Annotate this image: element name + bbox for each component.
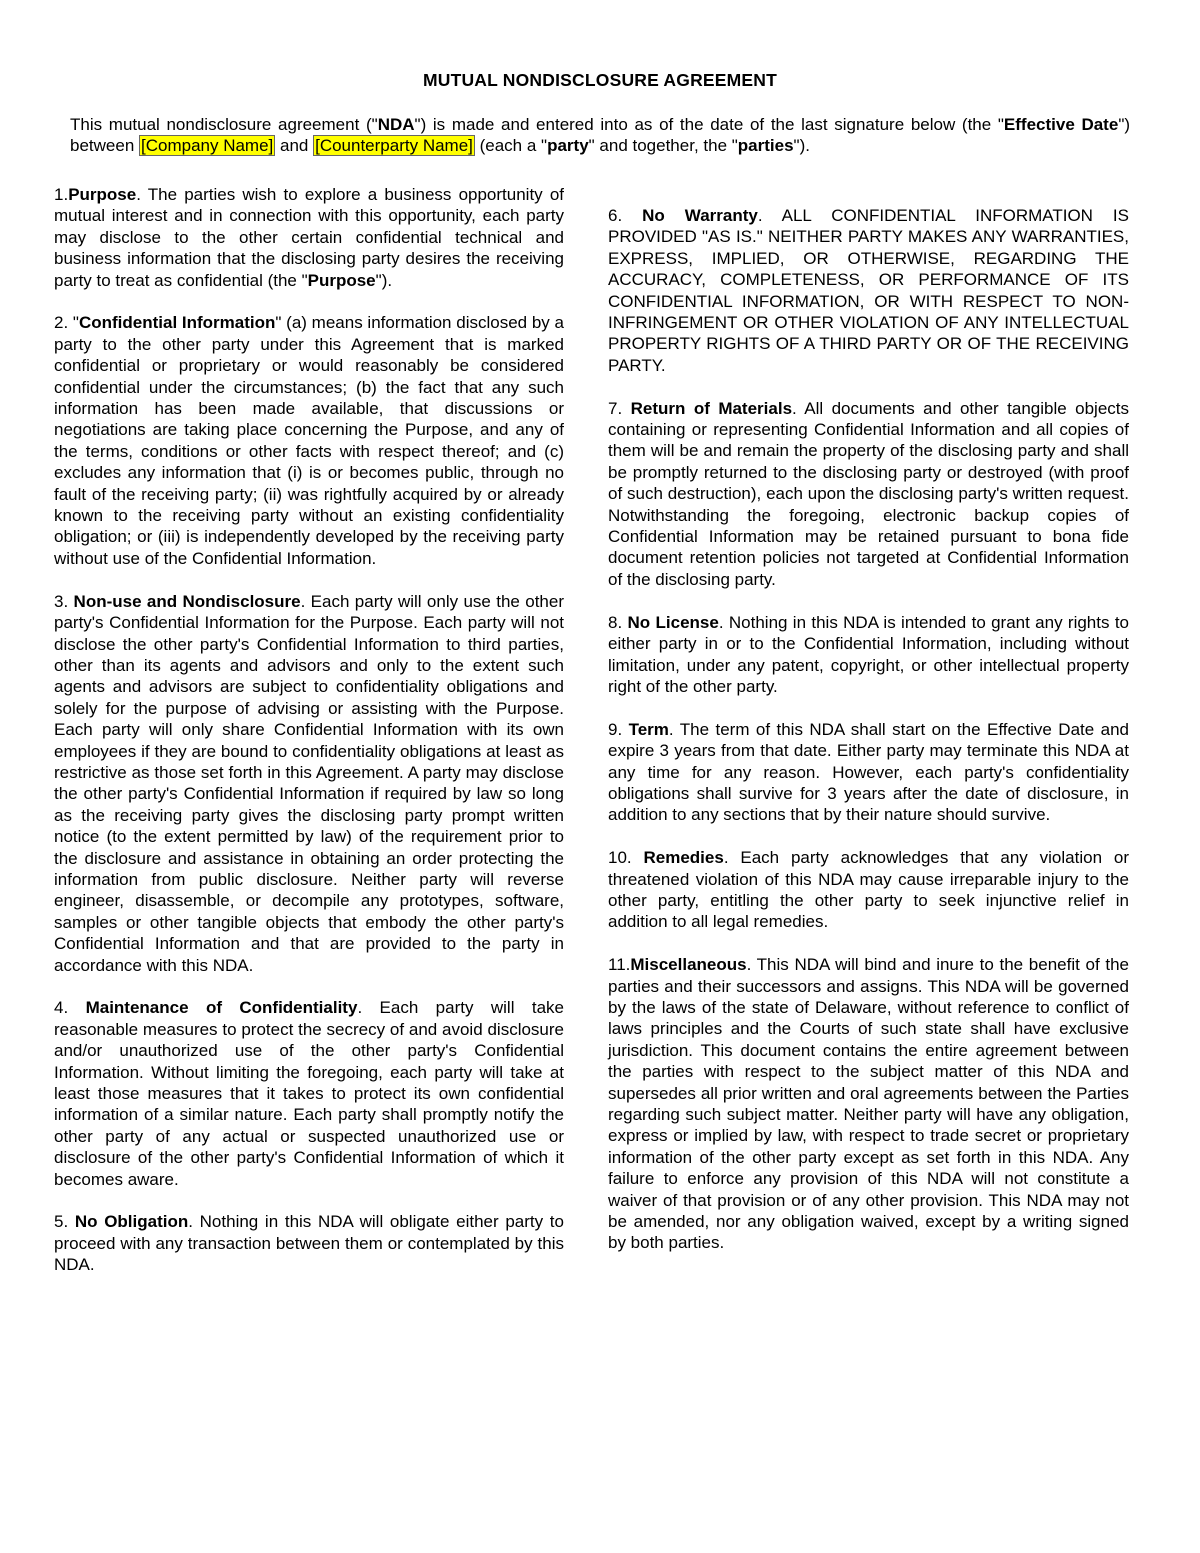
section-heading: Return of Materials [630, 398, 793, 418]
section-heading: No License [627, 612, 719, 632]
section-purpose: 1.Purpose. The parties wish to explore a business opportunity of mutual interest and in connection with this opportunity, each party may disclose to the other certain confidential technical and business information that the disclosing party desires the receiving party to treat as confidential (the "Purpose"). [54, 185, 564, 290]
section-heading: Miscellaneous [630, 955, 747, 975]
counterparty-name-placeholder[interactable]: [Counterparty Name] [315, 136, 473, 156]
section-heading: No Warranty [642, 206, 758, 225]
section-heading: Remedies [643, 848, 724, 868]
section-no-warranty: 6. No Warranty. ALL CONFIDENTIAL INFORMATION IS PROVIDED "AS IS." NEITHER PARTY MAKES ANY WARRANTIES, EXPRESS, IMPLIED, OR OTHERWISE, REGARDING THE ACCURACY, COMPLETENESS, OR PERFORMANCE OF ITS CONFIDENTIAL INFORMATION, OR WITH RESPECT TO NON-INFRINGEMENT OR OTHER VIOLATION OF ANY INTELLECTUAL PROPERTY RIGHTS OF A THIRD PARTY OR OF THE RECEIVING PARTY. [608, 206, 1129, 375]
section-return-of-materials: 7. Return of Materials. All documents and other tangible objects containing or representing Confidential Information and all copies of them will be and remain the property of the disclosing party and shall be promptly returned to the disclosing party or destroyed (with proof of such destruction), each upon the disclosing party's written request. Notwithstanding the foregoing, electronic backup copies of Confidential Information may be retained pursuant to bona fide document retention policies not targeted at Confidential Information of the disclosing party. [608, 398, 1130, 589]
section-heading: No Obligation [74, 1212, 189, 1232]
section-miscellaneous: 11.Miscellaneous. This NDA will bind and inure to the benefit of the parties and their successors and assigns. This NDA will be governed by the laws of the state of Delaware, without reference to conflict of laws principles and the Courts of such state shall have exclusive jurisdiction. This document contains the entire agreement between the parties with respect to the subject matter of this NDA and supersedes all prior written and oral agreements between the Parties regarding such subject matter. Neither party will have any obligation, express or implied by law, with respect to trade secret or proprietary information of the other party except as set forth in this NDA. Any failure to enforce any provision of this NDA will not constitute a waiver of that provision or of any other provision. This NDA may not be amended, nor any obligation waived, except by a writing signed by both parties. [608, 955, 1129, 1253]
section-no-obligation: 5. No Obligation. Nothing in this NDA will obligate either party to proceed with any transaction between them or contemplated by this NDA. [54, 1212, 564, 1275]
section-heading: Non-use and Nondisclosure [73, 591, 301, 611]
document-title: MUTUAL NONDISCLOSURE AGREEMENT [422, 70, 778, 90]
section-heading: Term [628, 719, 669, 739]
section-maintenance: 4. Maintenance of Confidentiality. Each party will take reasonable measures to protect the secrecy of and avoid disclosure and/or unauthorized use of the other party's Confidential Information. Without limiting the foregoing, each party will take at least those measures that it takes to protect its own confidential information of a similar nature. Each party shall promptly notify the other party of any actual or suspected unauthorized use or disclosure of the other party's Confidential Information of which it becomes aware. [54, 998, 564, 1189]
section-remedies: 10. Remedies. Each party acknowledges that any violation or threatened violation of this NDA may cause irreparable injury to the other party, entitling the other party to seek injunctive relief in addition to all legal remedies. [608, 848, 1129, 932]
section-non-use: 3. Non-use and Nondisclosure. Each party will only use the other party's Confidential Information for the Purpose. Each party will not disclose the other party's Confidential Information to third parties, other than its agents and advisors and only to the extent such agents and advisors are subject to confidentiality obligations and solely for the purpose of advising or assisting with the Purpose. Each party will only share Confidential Information with its own employees if they are bound to confidentiality obligations at least as restrictive as those set forth in this Agreement. A party may disclose the other party's Confidential Information if required by law so long as the receiving party gives the disclosing party prompt written notice (to the extent permitted by law) of the requirement prior to the disclosure and assistance in obtaining an order protecting the information from public disclosure. Neither party will reverse engineer, disassemble, or decompile any prototypes, software, samples or other tangible objects that embody the other party's Confidential Information and that are provided to the party in accordance with this NDA. [54, 591, 564, 975]
left-column [54, 184, 564, 1297]
parties-term: parties [737, 136, 794, 156]
section-heading: Purpose [68, 185, 137, 204]
company-name-placeholder[interactable]: [Company Name] [141, 136, 274, 156]
section-term: 9. Term. The term of this NDA shall start on the Effective Date and expire 3 years from that date. Either party may terminate this NDA at any time for any reason. However, each party's confidentiality obligations shall survive for 3 years after the date of disclosure, in addition to any sections that by their nature should survive. [608, 719, 1130, 825]
section-confidential-information: 2. "Confidential Information" (a) means information disclosed by a party to the other party under this Agreement that is marked confidential or proprietary or would reasonably be considered confidential under the circumstances; (b) the fact that any such information has been made available, that discussions or negotiations are taking place concerning the Purpose, and any of the terms, conditions or other facts with respect thereof; and (c) excludes any information that (i) is or becomes public, through no fault of the receiving party; (ii) was rightfully acquired by or already known to the receiving party without an existing confidentiality obligation; or (iii) is independently developed by the receiving party without use of the Confidential Information. [54, 313, 564, 568]
section-no-license: 8. No License. Nothing in this NDA is intended to grant any rights to either party in or to the Confidential Information, including without limitation, under any patent, copyright, or other intellectual property right of the other party. [608, 612, 1129, 696]
party-term: party [547, 136, 589, 156]
nda-term: NDA [377, 115, 415, 134]
effective-date-term: Effective Date [1003, 115, 1119, 134]
intro-paragraph: This mutual nondisclosure agreement ("NDA") is made and entered into as of the date of the last signature below (the "Effective Date") between [Company Name] and [Counterparty Name] (each a "party" and together, the "parties"). [70, 115, 1131, 156]
section-heading: Confidential Information [78, 313, 276, 333]
section-heading: Maintenance of Confidentiality [85, 998, 358, 1018]
right-column [608, 205, 1129, 1275]
